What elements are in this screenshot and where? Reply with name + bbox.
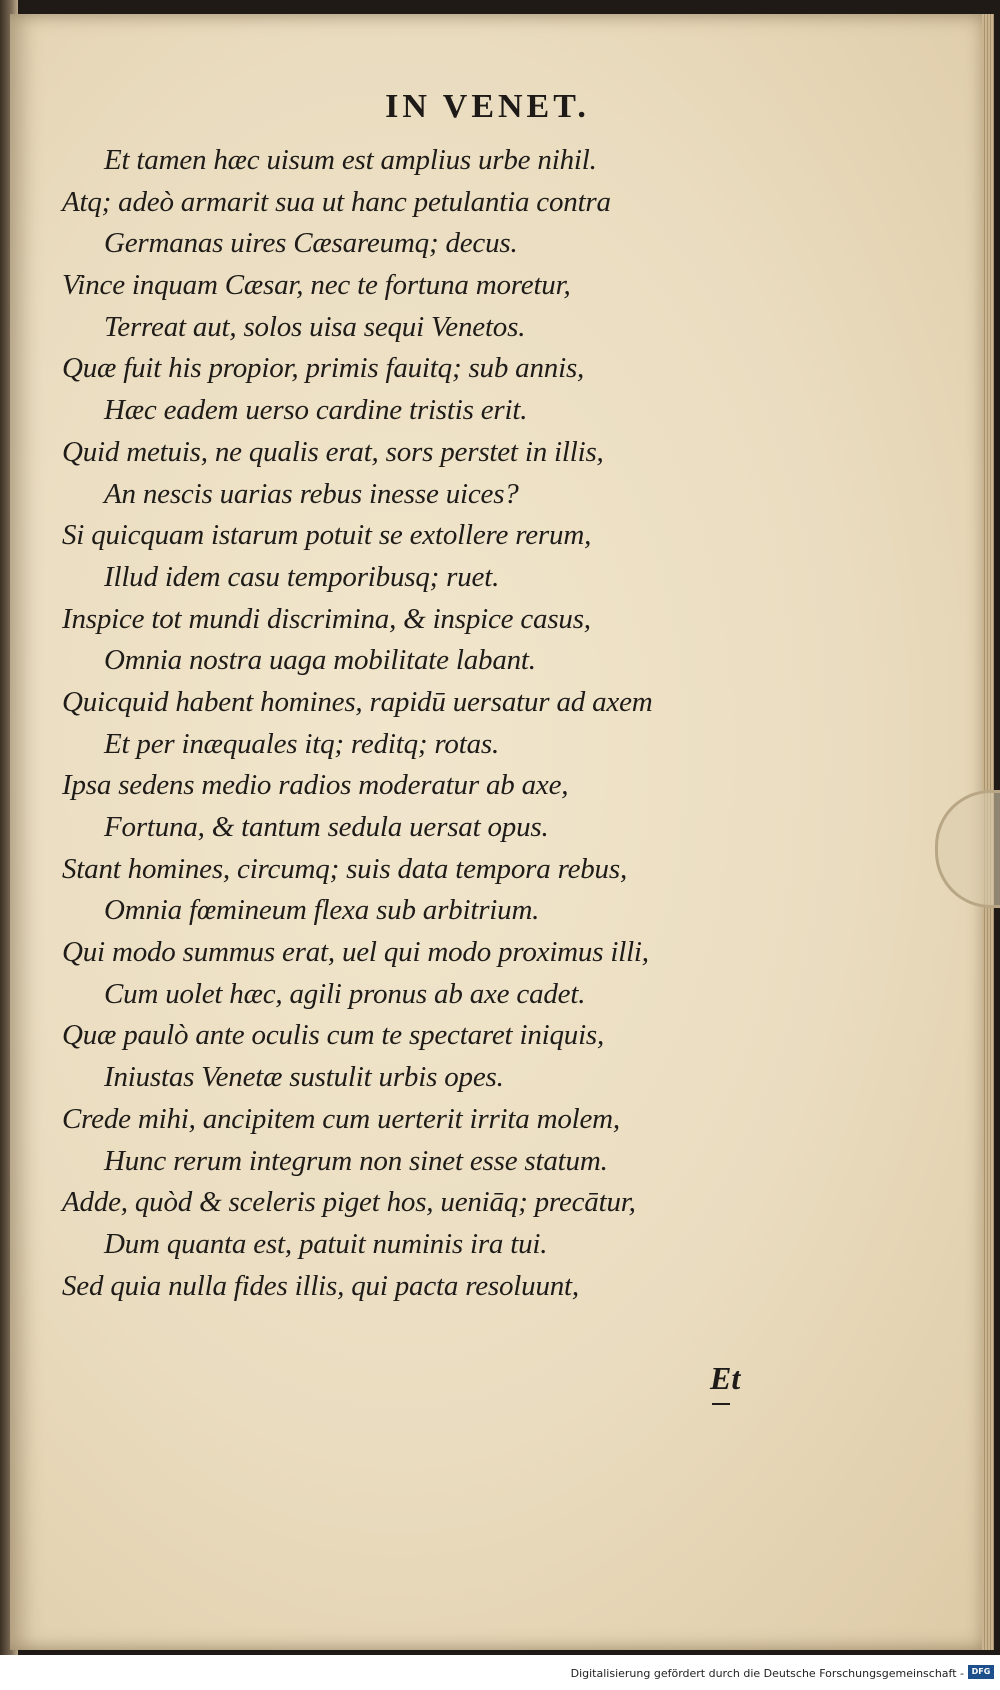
- dfg-logo-icon: DFG: [968, 1665, 994, 1679]
- digitization-credit: Digitalisierung gefördert durch die Deutsche Forschungsgemeinschaft -: [570, 1667, 964, 1680]
- verse-line: Adde, quòd & sceleris piget hos, ueniāq; precātur,: [62, 1186, 636, 1219]
- verse-line: Quicquid habent homines, rapidū uersatur ad axem: [62, 685, 653, 718]
- verse-line: Inspice tot mundi discrimina, & inspice casus,: [62, 602, 591, 635]
- verse-line: Stant homines, circumq; suis data tempora rebus,: [62, 852, 627, 885]
- verse-line: Dum quanta est, patuit numinis ira tui.: [104, 1227, 548, 1260]
- verse-line: Quæ paulò ante oculis cum te spectaret iniquis,: [62, 1019, 605, 1052]
- verse-line: Atq; adeò armarit sua ut hanc petulantia contra: [62, 185, 611, 218]
- verse-line: Illud idem casu temporibusq; ruet.: [104, 560, 500, 593]
- catchword-rule: [712, 1403, 730, 1405]
- verse-line: Omnia nostra uaga mobilitate labant.: [104, 644, 536, 677]
- verse-line: Iniustas Venetæ sustulit urbis opes.: [104, 1061, 504, 1094]
- verse-line: Si quicquam istarum potuit se extollere rerum,: [62, 519, 592, 552]
- catchword: Et: [710, 1360, 741, 1396]
- verse-line: Qui modo summus erat, uel qui modo proximus illi,: [62, 936, 649, 969]
- verse-line: Et per inæquales itq; reditq; rotas.: [104, 727, 500, 760]
- verse-line: Cum uolet hæc, agili pronus ab axe cadet.: [104, 977, 586, 1010]
- running-title: IN VENET.: [385, 88, 590, 125]
- verse-line: Et tamen hæc uisum est amplius urbe nihil.: [104, 144, 597, 176]
- verse-line: Fortuna, & tantum sedula uersat opus.: [104, 811, 549, 843]
- verse-line: Quæ fuit his propior, primis fauitq; sub annis,: [62, 352, 585, 385]
- verse-line: Sed quia nulla fides illis, qui pacta resoluunt,: [62, 1269, 579, 1302]
- verse-line: Vince inquam Cæsar, nec te fortuna moretur,: [62, 269, 571, 302]
- verse-line: An nescis uarias rebus inesse uices?: [104, 477, 519, 510]
- verse-line: Hunc rerum integrum non sinet esse statum.: [104, 1144, 608, 1177]
- verse-line: Quid metuis, ne qualis erat, sors perstet in illis,: [62, 435, 604, 468]
- verse-line: Crede mihi, ancipitem cum uerterit irrita molem,: [62, 1102, 620, 1135]
- verse-line: Omnia fœmineum flexa sub arbitrium.: [104, 894, 540, 927]
- verse-line: Germanas uires Cæsareumq; decus.: [104, 227, 518, 260]
- verse-line: Ipsa sedens medio radios moderatur ab axe,: [62, 769, 569, 802]
- verse-line: Hæc eadem uerso cardine tristis erit.: [104, 394, 528, 427]
- verse-line: Terreat aut, solos uisa sequi Venetos.: [104, 310, 526, 343]
- verse-block: [62, 140, 762, 1307]
